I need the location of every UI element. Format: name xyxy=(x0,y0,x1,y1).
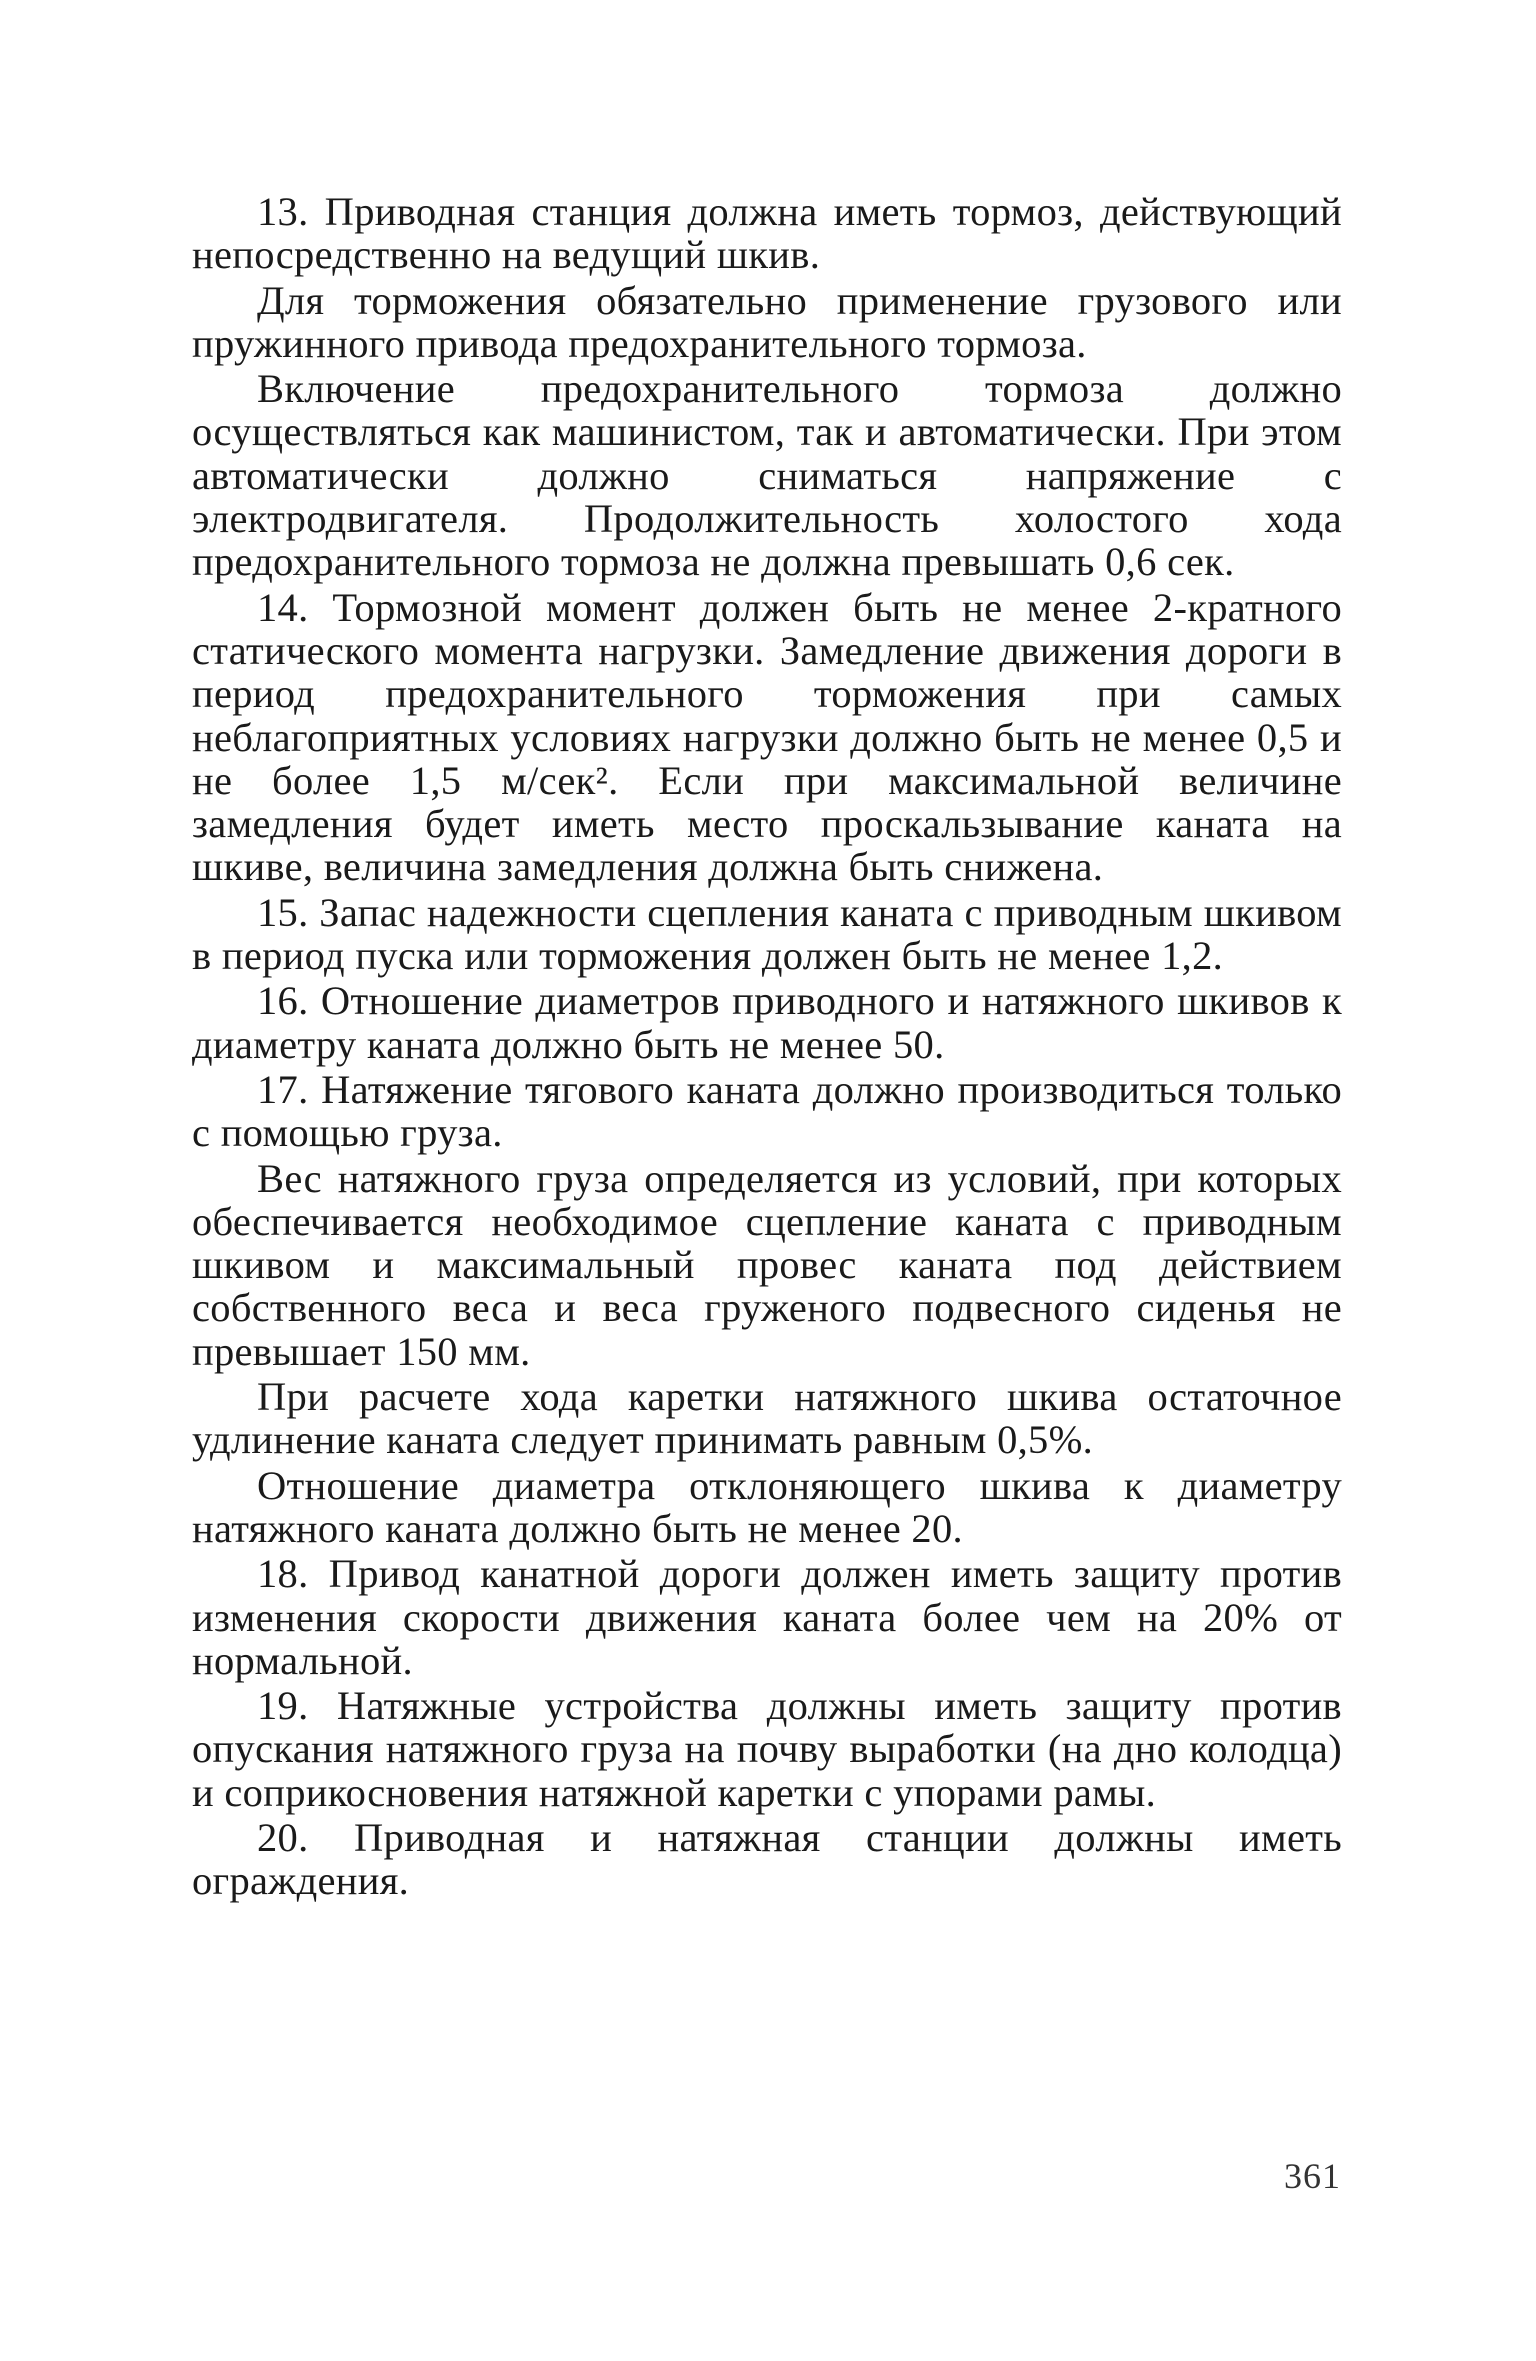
paragraph-15: 15. Запас надежности сцепления каната с приводным шкивом в период пуска или торможения должен быть не менее 1,2. xyxy=(192,889,1342,979)
paragraph-16: 16. Отношение диаметров приводного и натяжного шкивов к диаметру каната должно быть не менее 50. xyxy=(192,978,1342,1067)
paragraph-13-braking-drive: Для торможения обязательно применение грузового или пружинного привода предохранительного тормоза. xyxy=(192,277,1342,366)
paragraph-13: 13. Приводная станция должна иметь тормоз, действующий непосредственно на ведущий шкив. xyxy=(192,189,1342,278)
body-text xyxy=(192,190,1342,1905)
paragraph-17-carriage-travel: При расчете хода каретки натяжного шкива остаточное удлинение каната следует принимать равным 0,5%. xyxy=(192,1374,1342,1463)
paragraph-17: 17. Натяжение тягового каната должно производиться только с помощью груза. xyxy=(192,1066,1342,1156)
page-number: 361 xyxy=(1284,2156,1341,2196)
paragraph-20: 20. Приводная и натяжная станции должны иметь ограждения. xyxy=(192,1814,1342,1904)
paragraph-13-brake-activation: Включение предохранительного тормоза должно осуществляться как машинистом, так и автоматически. При этом автоматически должно сниматься напряжение с электродвигателя. Продолжительность холостого хода предохранительного тормоза не должна превышать 0,6 сек. xyxy=(192,366,1342,585)
paragraph-17-weight: Вес натяжного груза определяется из условий, при которых обеспечивается необходимое сцепление каната с приводным шкивом и максимальный провес каната под действием собственного веса и веса груженого подвесного сиденья не превышает 150 мм. xyxy=(192,1155,1342,1374)
paragraph-19: 19. Натяжные устройства должны иметь защиту против опускания натяжного груза на почву выработки (на дно колодца) и соприкосновения натяжной каретки с упорами рамы. xyxy=(192,1683,1342,1815)
paragraph-18: 18. Привод канатной дороги должен иметь защиту против изменения скорости движения каната более чем на 20% от нормальной. xyxy=(192,1551,1342,1683)
paragraph-17-deflection-sheave: Отношение диаметра отклоняющего шкива к диаметру натяжного каната должно быть не менее 20. xyxy=(192,1462,1342,1551)
paragraph-14: 14. Тормозной момент должен быть не менее 2-кратного статического момента нагрузки. Замедление движения дороги в период предохранительного торможения при самых неблагоприятных условиях нагрузки должно быть не менее 0,5 и не более 1,5 м/сек². Если при максимальной величине замедления будет иметь место проскальзывание каната на шкиве, величина замедления должна быть снижена. xyxy=(192,584,1342,890)
